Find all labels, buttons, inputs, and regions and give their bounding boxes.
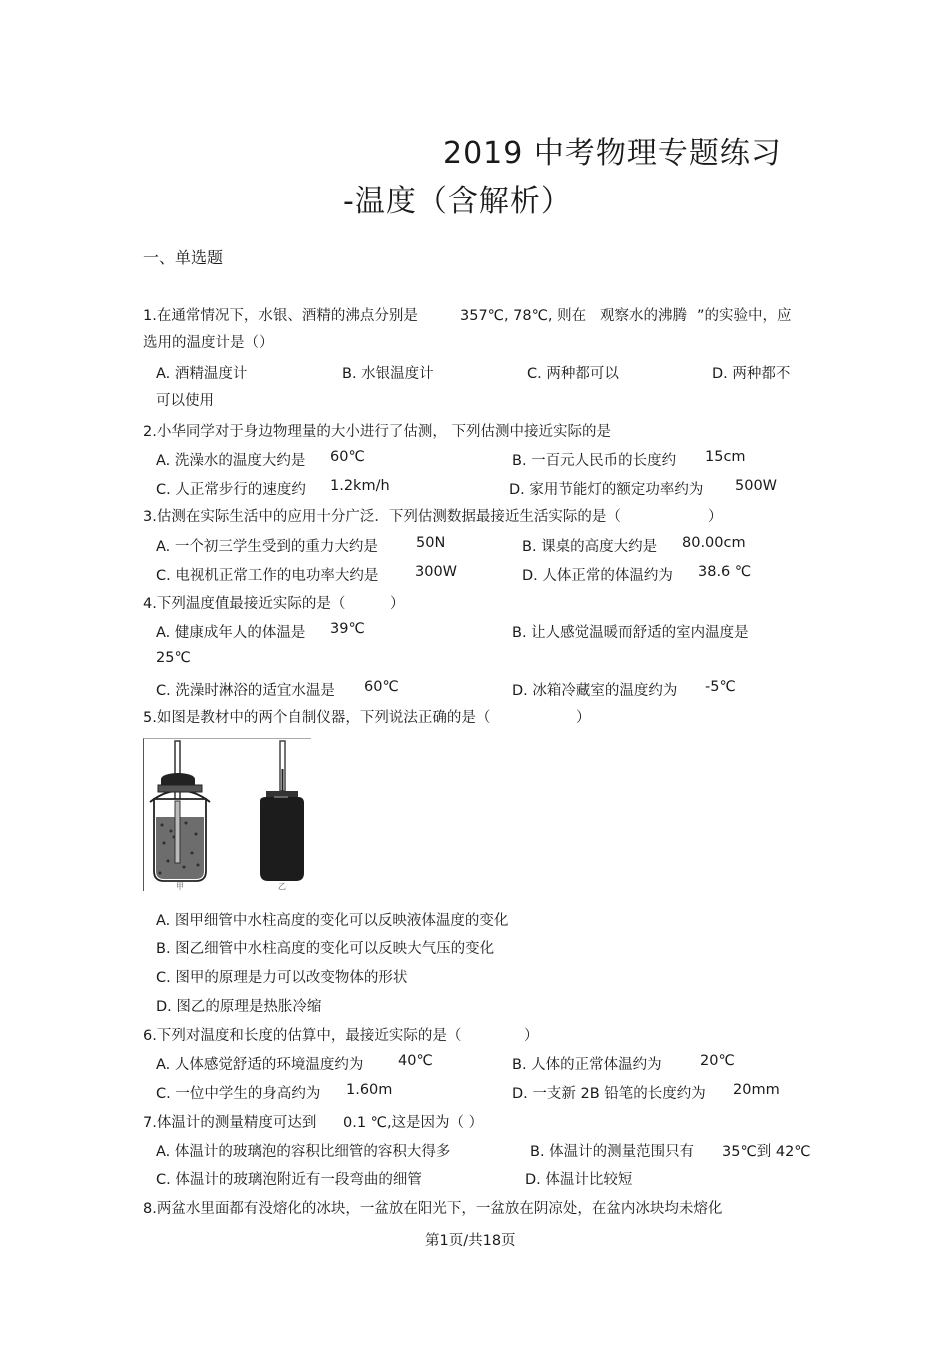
- q2-option-d: D. 家用节能灯的额定功率约为: [509, 482, 704, 498]
- q5-option-d: D. 图乙的原理是热胀冷缩: [156, 999, 322, 1015]
- q1-option-b: B. 水银温度计: [342, 366, 434, 382]
- q5-stem-paren: ）: [576, 710, 591, 726]
- q4-stem: 4.下列温度值最接近实际的是（: [143, 596, 346, 612]
- q7-option-c: C. 体温计的玻璃泡附近有一段弯曲的细管: [156, 1172, 422, 1188]
- title-line-1: 2019 中考物理专题练习: [443, 136, 782, 171]
- title-line-2: -温度（含解析）: [343, 184, 572, 219]
- q3-option-b: B. 课桌的高度大约是: [522, 539, 658, 555]
- q1-option-a: A. 酒精温度计: [156, 366, 248, 382]
- section-heading: 一、单选题: [143, 248, 224, 267]
- q1-option-d: D. 两种都不: [712, 366, 791, 382]
- q3-stem-paren: ）: [708, 509, 723, 525]
- q4-option-c: C. 洗澡时淋浴的适宜水温是: [156, 683, 335, 699]
- q6-option-c: C. 一位中学生的身高约为: [156, 1086, 321, 1102]
- q4-option-c-value: 60℃: [364, 679, 399, 695]
- q6-option-d: D. 一支新 2B 铅笔的长度约为: [512, 1086, 706, 1102]
- q2-option-c-value: 1.2km/h: [330, 478, 390, 494]
- q1-stem-line2: 选用的温度计是（）: [143, 335, 274, 351]
- q4-option-d-value: -5℃: [705, 679, 736, 695]
- q2-option-c: C. 人正常步行的速度约: [156, 482, 306, 498]
- q6-stem-paren: ）: [524, 1028, 539, 1044]
- q4-option-a: A. 健康成年人的体温是: [156, 625, 306, 641]
- q2-option-d-value: 500W: [735, 478, 778, 494]
- q6-option-a-value: 40℃: [398, 1053, 433, 1069]
- jar-a-illustration: [150, 741, 210, 891]
- q3-option-a-value: 50N: [416, 535, 446, 551]
- q2-option-b-value: 15cm: [705, 449, 746, 465]
- q3-stem: 3.估测在实际生活中的应用十分广泛．下列估测数据最接近生活实际的是（: [143, 509, 621, 525]
- q5-option-a: A. 图甲细管中水柱高度的变化可以反映液体温度的变化: [156, 913, 509, 929]
- q5-option-c: C. 图甲的原理是力可以改变物体的形状: [156, 970, 408, 986]
- q5-figure: [143, 738, 311, 891]
- jar-a-label: 甲: [176, 882, 184, 891]
- q6-option-b: B. 人体的正常体温约为: [512, 1057, 662, 1073]
- q4-option-a-value: 39℃: [330, 621, 365, 637]
- q2-option-b: B. 一百元人民币的长度约: [512, 453, 677, 469]
- q3-option-d-value: 38.6 ℃: [698, 564, 752, 580]
- q5-option-b: B. 图乙细管中水柱高度的变化可以反映大气压的变化: [156, 941, 495, 957]
- q4-option-b-line2: 25℃: [156, 650, 191, 666]
- q4-stem-paren: ）: [390, 596, 405, 612]
- q3-option-c: C. 电视机正常工作的电功率大约是: [156, 568, 379, 584]
- q8-stem: 8.两盆水里面都有没熔化的冰块，一盆放在阳光下，一盆放在阴凉处，在盆内冰块均未熔化: [143, 1201, 723, 1217]
- q7-option-d: D. 体温计比较短: [525, 1172, 633, 1188]
- q3-option-d: D. 人体正常的体温约为: [522, 568, 673, 584]
- q4-option-d: D. 冰箱冷藏室的温度约为: [512, 683, 678, 699]
- q6-option-c-value: 1.60m: [346, 1082, 393, 1098]
- q7-stem: 7.体温计的测量精度可达到: [143, 1115, 317, 1131]
- q2-option-a: A. 洗澡水的温度大约是: [156, 453, 306, 469]
- q6-stem: 6.下列对温度和长度的估算中，最接近实际的是（: [143, 1028, 462, 1044]
- q7-option-a: A. 体温计的玻璃泡的容积比细管的容积大得多: [156, 1144, 451, 1160]
- q1-stem-part1: 1.在通常情况下，水银、酒精的沸点分别是: [143, 308, 418, 324]
- q4-option-b: B. 让人感觉温暖而舒适的室内温度是: [512, 625, 749, 641]
- jar-b-illustration: [260, 741, 304, 891]
- q3-option-a: A. 一个初三学生受到的重力大约是: [156, 539, 378, 555]
- q1-stem-part3: 观察水的沸腾: [600, 308, 687, 324]
- q1-stem-part2: 357℃, 78℃, 则在: [460, 308, 587, 324]
- q6-option-b-value: 20℃: [700, 1053, 735, 1069]
- q1-option-d-line2: 可以使用: [156, 393, 214, 409]
- q2-stem: 2.小华同学对于身边物理量的大小进行了估测， 下列估测中接近实际的是: [143, 424, 611, 440]
- q7-stem-value: 0.1 ℃,这是因为（ ）: [343, 1115, 484, 1131]
- page-footer: 第1页/共18页: [425, 1233, 516, 1249]
- q3-option-b-value: 80.00cm: [682, 535, 746, 551]
- q7-option-b: B. 体温计的测量范围只有: [530, 1144, 695, 1160]
- q3-option-c-value: 300W: [415, 564, 458, 580]
- q7-option-b-value: 35℃到 42℃: [722, 1144, 811, 1160]
- q6-option-d-value: 20mm: [733, 1082, 780, 1098]
- q2-option-a-value: 60℃: [330, 449, 365, 465]
- q5-stem: 5.如图是教材中的两个自制仪器，下列说法正确的是（: [143, 710, 491, 726]
- q1-option-c: C. 两种都可以: [527, 366, 619, 382]
- q1-stem-part4: ”的实验中，应: [697, 308, 792, 324]
- q5-figure-drawing: [144, 739, 311, 891]
- jar-b-label: 乙: [278, 882, 286, 891]
- q6-option-a: A. 人体感觉舒适的环境温度约为: [156, 1057, 364, 1073]
